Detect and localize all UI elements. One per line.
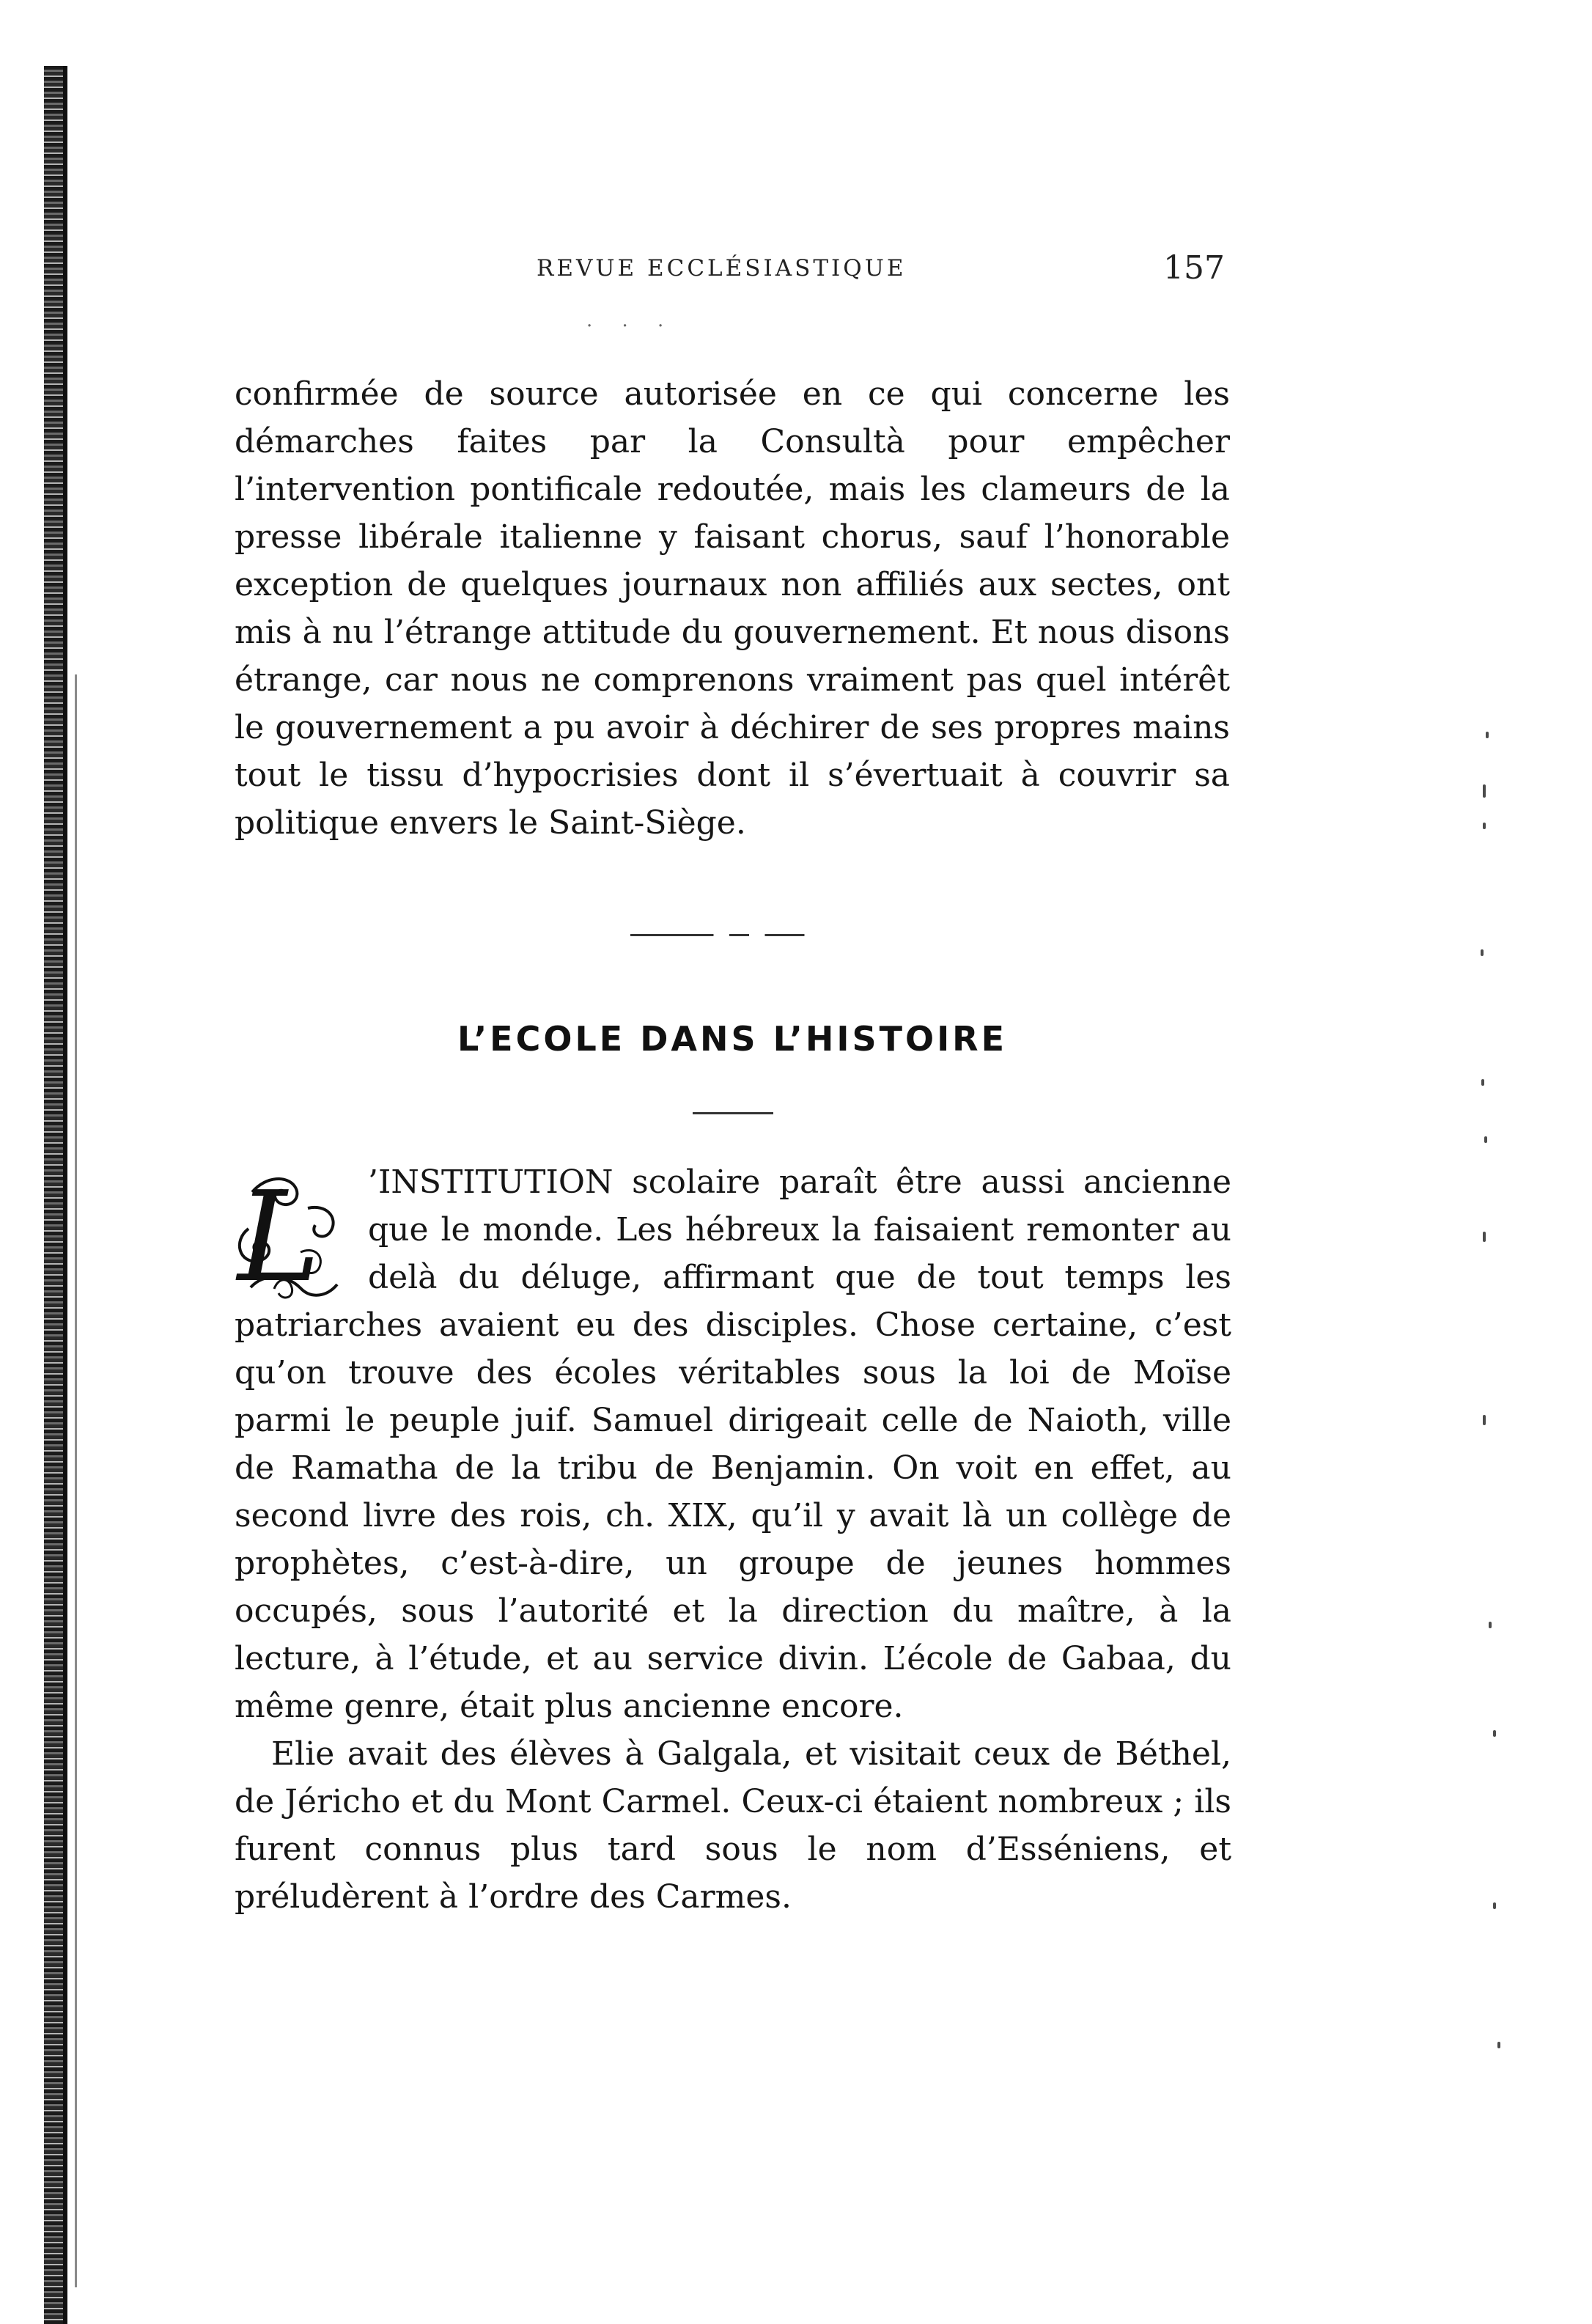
section-separator [630,934,828,936]
page-number: 157 [1163,249,1225,287]
elie-paragraph: Elie avait des élèves à Galgala, et visitait ceux de Béthel, de Jéricho et du Mont Carmel. Ceux-ci étaient nombreux ; ils furent connus plus tard sous le nom d’Esséniens, et préludèrent à l’ordre des Carmes. [235,1735,1231,1916]
scan-mark [1484,1136,1487,1143]
section-title: L’ECOLE DANS L’HISTOIRE [457,1019,1008,1059]
scan-mark [1493,1902,1496,1909]
title-rule [693,1112,773,1114]
scan-mark [1481,949,1484,956]
intro-paragraph: confirmée de source autorisée en ce qui concerne les démarches faites par la Consultà pour empêcher l’intervention pontificale redoutée, mais les clameurs de la presse libérale italienne y faisant chorus, sauf l’honorable exception de quelques journaux non affiliés aux sectes, ont mis à nu l’étrange attitude du gouvernement. Et nous disons étrange, car nous ne comprenons vraiment pas quel intérêt le gouvernement a pu avoir à déchirer de ses propres mains tout le tissu d’hypocrisies dont il s’évertuait à couvrir sa politique envers le Saint-Siège. [235,375,1230,842]
scan-mark [1493,1730,1496,1737]
section-body [235,1158,1231,1921]
scan-mark [1497,2042,1500,2048]
scan-mark [1486,732,1489,738]
initial-letter: L [237,1165,320,1310]
scan-mark [1489,1622,1492,1628]
scan-margin-marks [1477,726,1558,2214]
scan-mark [1481,1079,1484,1086]
header-dots: · · · [586,315,676,337]
scan-binding-edge [44,66,67,2324]
institution-paragraph: ’INSTITUTION scolaire paraît être aussi ancienne que le monde. Les hébreux la faisaient remonter au delà du déluge, affirmant que de tout temps les patriarches avaient eu des disciples. Chose certaine, c’est qu’on trouve des écoles véritables sous la loi de Moïse parmi le peuple juif. Samuel dirigeait celle de Naioth, ville de Ramatha de la tribu de Benjamin. On voit en effet, au second livre des rois, ch. XIX, qu’il y avait là un collège de prophètes, c’est-à-dire, un groupe de jeunes hommes occupés, sous l’autorité et la direction du maître, à la lecture, à l’étude, et au service divin. L’école de Gabaa, du même genre, était plus ancienne encore. [235,1163,1231,1725]
running-title: REVUE ECCLÉSIASTIQUE [537,255,907,282]
scan-mark [1483,1232,1486,1242]
running-head [537,249,1226,293]
scan-mark [1483,823,1486,829]
scan-mark [1483,784,1486,798]
scan-mark [1483,1415,1486,1425]
scan-binding-line [75,674,77,2287]
